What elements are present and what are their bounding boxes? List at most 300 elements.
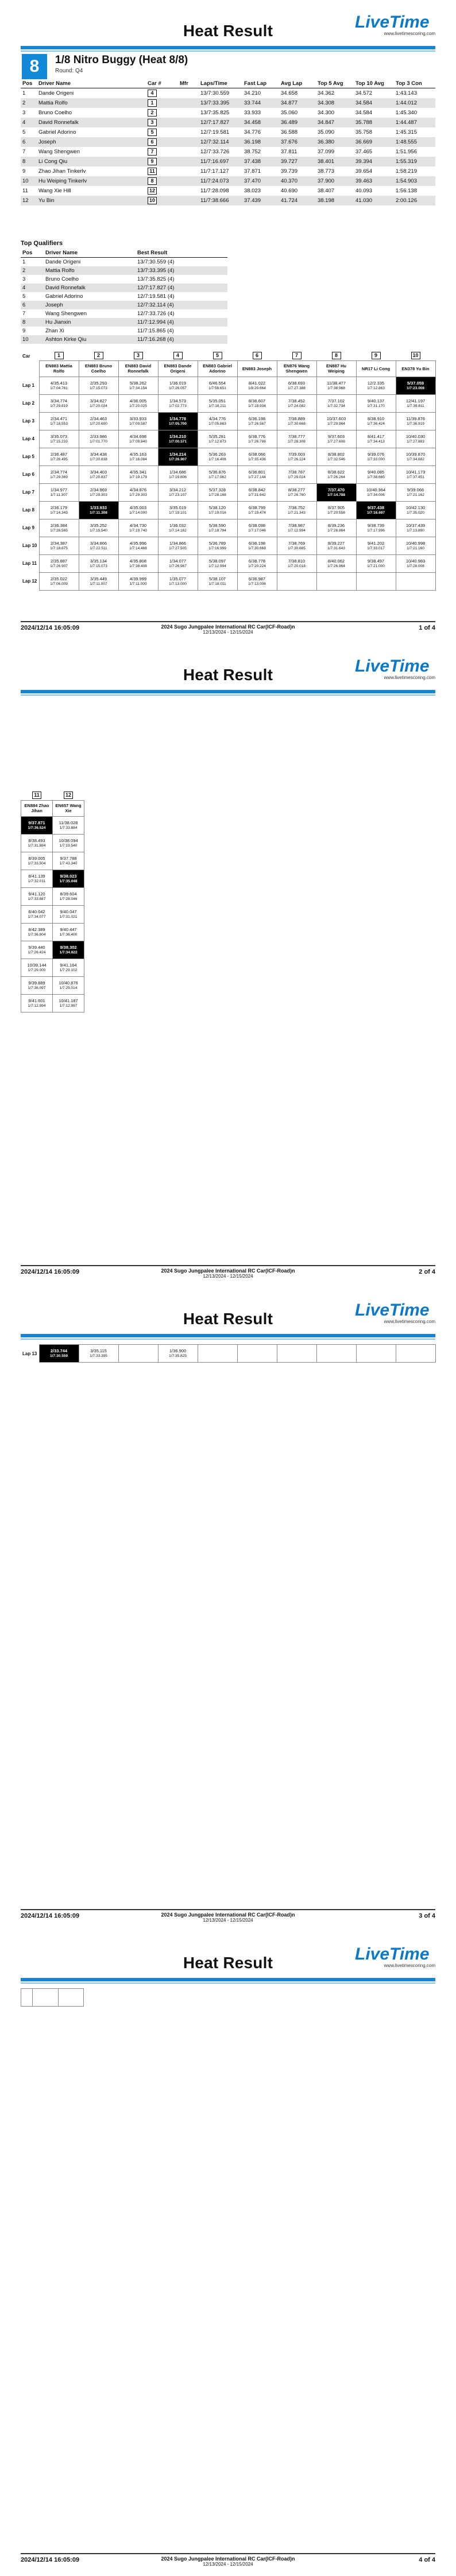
results-cell: Mattia Rolfo [37,98,146,108]
table-row [21,292,227,301]
header-rule-thin [21,1339,435,1340]
lap-cumulative: 1/7:33.884 [59,825,78,830]
lap-cumulative: 1/7:06.009 [50,581,68,586]
footer-dates: 12/13/2024 - 12/15/2024 [203,630,253,635]
lap-time-cell [316,483,356,501]
lap-position-time: 3/34.212 [169,487,187,492]
results-cell: 40.093 [355,188,373,194]
lap-position-time: 6/36.987 [248,576,266,581]
lap-position-time: 10/40.998 [405,540,426,546]
results-cell [178,108,199,118]
results-cell: 12/7:19.581 [200,129,230,135]
blank-header [21,360,39,377]
lap-cumulative: 1/7:19.101 [169,510,187,515]
tq-cell: Ashton Kirke Qiu [44,335,136,344]
lap-position-time: 9/38.739 [367,522,385,528]
lap-cumulative: 1/7:12.997 [59,1003,78,1008]
lap-time-cell [198,465,237,483]
lap-position-time: 5/38.120 [208,505,226,510]
footer-dates: 12/13/2024 - 12/15/2024 [203,1274,253,1279]
results-cell: 12/7:17.827 [199,118,242,127]
logo-text: LiveTime [355,657,430,676]
results-cell: Yu Bin [37,196,146,205]
lap-position-time: 7/38.787 [288,469,306,475]
lap-cumulative: 1/7:11.307 [50,492,68,497]
tq-cell: 7 [22,311,26,317]
table-row [21,394,435,412]
lap-label: Lap 4 [22,436,34,441]
lap-time-cell [79,465,118,483]
heat-number-badge: 8 [22,54,47,79]
tq-cell: 6 [21,301,44,309]
lap-position-time: 8/37.905 [327,505,345,510]
lap-position-time: 9/38.497 [367,558,385,564]
lap-time-cell [237,465,277,483]
lap-time-cell [79,377,118,394]
lap-cumulative: 1/7:14.468 [129,546,147,550]
lap-position-time: 2/33.744 [50,1348,68,1353]
lap-time-cell [396,572,435,590]
lap-time-cell [356,483,396,501]
empty-continuation-table [21,1988,84,2007]
lap-cumulative: 1/7:36.804 [28,932,46,937]
lap-time-cell [158,519,198,537]
results-cell: 35.090 [318,129,335,135]
lap-position-time: 10/40.030 [405,433,426,439]
lap-label: Lap 3 [22,418,34,424]
footer-rule [21,1909,435,1910]
driver-header-row [21,800,84,816]
lap-cumulative: 1/7:09.587 [129,421,147,426]
lap-time-cell [118,554,158,572]
lap-cumulative: 1/7:13.000 [169,581,187,586]
empty-cell [21,1989,33,2007]
table-row [21,412,435,430]
lap-position-time: 3/35.073 [50,433,68,439]
lap-time-cell [356,465,396,483]
lap-position-time: 10/37.603 [326,416,346,421]
results-cell: 12/7:33.726 [200,149,230,155]
lap-position-time: 5/38.107 [208,576,226,581]
tq-cell: Wang Shengwen [45,311,87,317]
results-cell: 11/7:28.098 [200,188,229,194]
lap-position-time: 8/39.236 [327,522,345,528]
car-number-box: 4 [148,90,157,97]
table-row [21,266,227,275]
results-cell [178,196,199,205]
lap-time-cell [237,501,277,519]
lap-time-cell [21,994,53,1012]
lap-time-cell [277,465,316,483]
lap-position-time: 10/42.130 [405,505,426,510]
lap-time-cell [39,483,79,501]
lap-cumulative: 1/7:26.565 [50,528,68,533]
livetime-logo [355,13,435,36]
results-cell: 33.933 [244,110,261,116]
lap-position-time: 10/38.094 [59,837,78,843]
results-cell [178,157,199,166]
lap-cumulative: 1/7:21.000 [367,564,385,568]
lap-cumulative: 1/7:37.451 [407,475,424,479]
lap-position-time: 4/36.005 [129,398,147,404]
lap-cumulative: 1/7:38.665 [367,475,385,479]
footer-page-number: 1 of 4 [419,624,435,631]
lap-time-cell [39,501,79,519]
logo-url: www.livetimescoring.com [384,1963,435,1968]
tq-cell: 8 [21,318,44,327]
table-row [21,186,435,196]
results-cell: 36.380 [316,137,354,147]
lap-cumulative: 1/7:12.994 [208,564,226,568]
results-cell: 40.690 [281,188,298,194]
lap-time-cell [79,554,118,572]
driver-header: NR17 Li Cong [356,360,396,377]
lap-time-cell [356,572,396,590]
lap-time-cell [79,412,118,430]
results-cell: 37.439 [242,196,279,205]
results-cell: 37.676 [279,137,316,147]
table-row [21,127,435,137]
lap-cumulative: 1/7:26.495 [50,457,68,461]
lap-time-cell [198,537,237,554]
lap-position-time: 8/38.802 [327,451,345,457]
results-header-cell: Mfr [178,79,199,88]
lap-position-time: 1/34.686 [169,469,187,475]
lap-position-time: 4/35.163 [129,451,147,457]
lap-label: Lap 5 [22,454,34,459]
results-cell: 1:45.315 [396,129,417,135]
lap-cumulative: 1/7:12.673 [208,439,226,444]
results-cell: 38.752 [244,149,261,155]
lap-position-time: 5/36.263 [208,451,226,457]
header-rule [21,1334,435,1337]
results-cell [146,98,178,108]
lap-chart-table-continued [21,791,84,1012]
lap-time-cell [316,519,356,537]
lap-position-time: 1/34.210 [169,433,187,439]
lap-cumulative: 1/7:02.773 [169,404,187,408]
lap-cumulative: 1/7:27.144 [248,475,266,479]
lap-position-time: 8/36.607 [248,398,266,404]
tq-cell: 9 [22,328,26,334]
results-cell: 1:43.143 [396,90,417,96]
results-cell: 4 [21,118,37,127]
results-cell [178,127,199,137]
lap-time-cell [158,483,198,501]
driver-header: EN876 Wang Shengwen [277,360,316,377]
lap-position-time: 5/36.789 [208,540,226,546]
table-row [21,335,227,344]
lap-time-cell [198,377,237,394]
lap-time-cell [198,412,237,430]
lap-cumulative: 1/7:26.264 [327,475,345,479]
tq-cell: 10 [21,335,44,344]
car-number-box: 1 [55,352,64,359]
lap-position-time: 2/34.774 [50,469,68,475]
results-cell: 34.584 [354,98,394,108]
lap-position-time: 4/35.413 [50,380,68,386]
lap-position-time: 9/41.202 [367,540,385,546]
results-cell: 41.030 [354,196,394,205]
results-cell [146,157,178,166]
lap-cumulative: 1/7:13.006 [248,581,266,586]
lap-cumulative: 1/7:20.024 [90,404,107,408]
lap-cumulative: 1/7:05.863 [208,421,226,426]
tq-cell: 13/7:33.395 (4) [136,266,227,275]
lap-time-cell [316,554,356,572]
table-row [21,275,227,284]
lap-time-cell [356,1345,396,1363]
page-2 [0,644,456,1288]
lap-position-time: 3/35.115 [90,1348,107,1353]
results-cell: 34.847 [316,118,354,127]
lap-time-cell [277,394,316,412]
results-cell: 34.362 [318,90,335,96]
lap-position-time: 2/34.969 [90,487,107,492]
lap-position-time: 2/36.179 [50,505,68,510]
car-number-cell [277,351,316,360]
results-cell: Wang Xie Hill [38,188,71,194]
lap-time-cell [21,976,53,994]
lap-time-cell [158,1345,198,1363]
lap-cumulative: 1/7:35.825 [169,1354,187,1358]
car-number-box: 8 [332,352,341,359]
lap-time-cell [21,870,53,887]
header-rule [21,1978,435,1981]
lap-position-time: 8/41.417 [367,433,385,439]
results-cell: 37.470 [242,176,279,186]
tq-cell: 2 [21,266,44,275]
car-number-cell [158,351,198,360]
lap-position-time: 1/34.077 [169,558,187,564]
lap-cumulative: 1/7:20.838 [90,457,107,461]
lap-position-time: 8/39.604 [60,891,77,897]
table-row [21,905,84,923]
logo-url: www.livetimescoring.com [384,1319,435,1324]
lap-position-time: 9/37.603 [327,433,345,439]
lap-time-cell [396,448,435,465]
results-header-cell: Fast Lap [242,79,279,88]
lap-cumulative: 1/7:31.170 [367,404,385,408]
lap-cumulative: 1/7:19.474 [248,510,266,515]
results-cell [178,186,199,196]
lap-cumulative: 1/7:36.424 [367,421,385,426]
lap-cumulative: 1/7:29.303 [129,492,147,497]
lap-position-time: 1/35.077 [169,576,187,581]
results-cell: 34.458 [242,118,279,127]
lap-time-cell [277,554,316,572]
footer-datetime: 2024/12/14 16:05:09 [21,1268,80,1275]
lap-time-cell [237,554,277,572]
page-header [0,0,456,46]
lap-cumulative: 1/7:19.016 [208,510,226,515]
report-title: Heat Result [183,1954,273,1972]
tq-cell: 4 [21,284,44,292]
lap-time-cell [21,941,53,959]
lap-position-time: 3/35.134 [90,558,107,564]
lap-cumulative: 1/7:28.168 [208,492,226,497]
lap-time-cell [118,483,158,501]
lap-time-cell [356,448,396,465]
footer-dates: 12/13/2024 - 12/15/2024 [203,2562,253,2567]
lap-cumulative: 1/7:43.340 [59,861,78,866]
lap-time-cell [316,412,356,430]
results-cell: Joseph [37,137,146,147]
lap-cumulative: 1/7:19.179 [129,475,147,479]
tq-cell: 12/7:19.581 (4) [137,293,175,300]
results-header-cell: Top 5 Avg [316,79,354,88]
lap-cumulative: 1/7:12.994 [28,1003,46,1008]
table-row [21,941,84,959]
lap-position-time: 10/41.173 [405,469,426,475]
lap-cumulative: 1/7:29.369 [50,475,68,479]
lap-time-cell [316,537,356,554]
driver-header: EN883 Gabriel Adorino [198,360,237,377]
lap-cumulative: 1/7:21.162 [407,492,424,497]
lap-time-cell [277,537,316,554]
lap-cumulative: 1/7:31.642 [248,492,266,497]
lap-cumulative: 1/7:11.308 [90,510,107,515]
results-header-cell: Laps/Time [199,79,242,88]
lap-position-time: 11/39.876 [406,416,425,421]
lap-time-cell [53,852,84,870]
lap-time-cell [53,887,84,905]
lap-cumulative: 1/7:18.794 [208,528,226,533]
car-number-box: 8 [148,177,157,185]
lap-cumulative: 1/7:18.553 [50,421,68,426]
results-cell [146,186,178,196]
lap-cumulative: 1/7:28.308 [288,439,306,444]
lap-position-time: 4/35.996 [129,540,147,546]
car-number-cell [198,351,237,360]
lap-time-cell [158,412,198,430]
lap-cumulative: 1/7:15.073 [90,386,107,390]
table-row [21,157,435,166]
results-cell: 8 [21,157,37,166]
page-header [0,1932,456,1978]
lap-time-cell [118,519,158,537]
lap-position-time: 1/34.977 [50,487,68,492]
livetime-logo [355,1945,435,1968]
lap-cumulative: 1/7:28.008 [407,564,424,568]
lap-time-cell [39,412,79,430]
lap-position-time: 2/35.022 [50,576,68,581]
lap-position-time: 4/34.776 [208,416,226,421]
results-cell: 36.198 [242,137,279,147]
car-number-cell [118,351,158,360]
lap-position-time: 9/41.164 [60,962,77,968]
lap-time-cell [198,501,237,519]
lap-cumulative: 1/7:20.837 [90,475,107,479]
lap-cumulative: 1/7:23.008 [406,386,425,390]
lap-time-cell [39,465,79,483]
lap-time-cell [53,816,84,834]
lap-position-time: 1/33.933 [90,505,107,510]
table-row [21,309,227,318]
lap-time-cell [79,394,118,412]
page-header [0,644,456,690]
car-number-box: 1 [148,99,157,107]
lap-time-cell [316,394,356,412]
lap-time-cell [356,501,396,519]
footer-dates: 12/13/2024 - 12/15/2024 [203,1918,253,1923]
lap-cumulative: 1/7:18.934 [248,404,266,408]
lap-position-time: 2/35.293 [90,380,107,386]
lap-position-time: 7/38.777 [288,433,306,439]
logo-text: LiveTime [355,13,430,32]
driver-header: EN883 Dande Origeni [158,360,198,377]
car-number-box: 6 [253,352,262,359]
lap-time-cell [21,834,53,852]
lap-time-cell [21,852,53,870]
results-cell: 34.776 [244,129,261,135]
results-cell: 1 [22,90,26,96]
lap-position-time: 1/34.778 [169,416,187,421]
lap-position-time: 5/35.051 [208,398,226,404]
car-number-cell [39,351,79,360]
results-cell: 1:51.956 [396,149,417,155]
lap-time-cell [356,377,396,394]
lap-time-cell [356,519,396,537]
lap-cumulative: 1/7:21.343 [288,510,306,515]
results-cell: Bruno Coelho [38,110,72,116]
results-cell: 37.811 [281,149,297,155]
results-cell [146,166,178,176]
results-cell: Dande Origeni [38,90,74,96]
lap-time-cell [158,448,198,465]
lap-cumulative: 1/7:29.000 [28,968,46,972]
table-row [21,834,84,852]
lap-cumulative: 1/7:26.864 [327,528,345,533]
lap-time-cell [356,412,396,430]
lap-time-cell [21,816,53,834]
results-cell: 38.407 [318,188,335,194]
table-row [21,870,84,887]
table-row [21,98,435,108]
lap-position-time: 2/34.463 [90,416,107,421]
page-header [0,1288,456,1334]
results-header-cell: Pos [21,79,37,88]
tq-cell: Joseph [44,301,136,309]
lap-cumulative: 1/7:20.600 [90,421,107,426]
lap-time-cell [39,448,79,465]
driver-header: EN883 Joseph [237,360,277,377]
results-cell: 11 [22,188,28,194]
results-cell [178,166,199,176]
results-cell: 3 [22,110,26,116]
results-cell [146,88,178,99]
lap-position-time: 8/39.005 [28,855,45,861]
lap-cumulative: 1/7:17.046 [248,528,266,533]
lap-time-cell [158,377,198,394]
lap-time-cell [198,448,237,465]
driver-header: EN657 Wang Xie [53,800,84,816]
lap-position-time: 8/39.227 [327,540,345,546]
results-cell [146,127,178,137]
lap-time-cell [39,394,79,412]
lap-position-time: 6/36.198 [248,540,266,546]
footer-page-number: 4 of 4 [419,2556,435,2563]
lap-cumulative: 1/7:15.073 [90,564,107,568]
lap-cumulative: 1/7:26.567 [248,421,266,426]
header-rule-thin [21,51,435,52]
lap-cumulative: 1/7:11.007 [90,581,107,586]
results-cell: 11/7:17.127 [200,168,229,174]
results-cell: 41.724 [279,196,316,205]
page-footer [21,1909,435,1924]
table-row [21,501,435,519]
lap-cumulative: 1/7:35.048 [59,879,78,883]
